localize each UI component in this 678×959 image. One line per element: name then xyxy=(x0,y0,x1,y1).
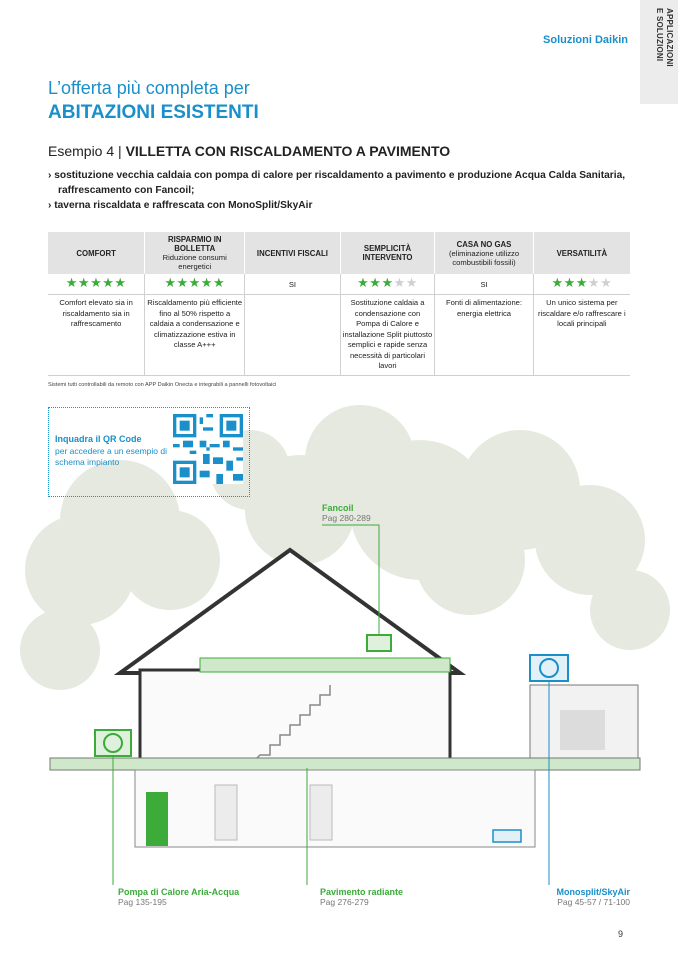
bullet-item: › taverna riscaldata e raffrescata con MonoSplit/SkyAir xyxy=(48,200,313,211)
monosplit-indoor-unit xyxy=(493,830,521,842)
basement xyxy=(135,770,535,847)
star-icon: ★ xyxy=(600,274,613,290)
description-cell: Riscaldamento più efficiente fino al 50% rispetto a caldaia a condensazione e climatizzazione estiva in classe A+++ xyxy=(145,295,245,376)
star-icon: ★ xyxy=(563,274,576,290)
description-cell: Fonti di alimentazione: energia elettrica xyxy=(435,295,533,376)
star-icon: ★ xyxy=(393,274,406,290)
star-icon: ★ xyxy=(381,274,394,290)
house-wall xyxy=(140,670,450,770)
features-table xyxy=(48,232,630,376)
car xyxy=(560,710,605,750)
col-header: CASA NO GAS (eliminazione utilizzo combustibili fossili) xyxy=(435,232,533,274)
star-icon: ★ xyxy=(200,274,213,290)
col-header: COMFORT xyxy=(48,232,145,274)
star-icon: ★ xyxy=(90,274,103,290)
qr-text: per accedere a un esempio di schema impianto xyxy=(55,446,167,467)
label-monosplit: Monosplit/SkyAir Pag 45-57 / 71-100 xyxy=(556,887,630,907)
label-fancoil: Fancoil Pag 280-289 xyxy=(322,503,371,523)
label-pavimento: Pavimento radiante Pag 276-279 xyxy=(320,887,404,907)
star-icon: ★ xyxy=(65,274,78,290)
rating-cell xyxy=(48,274,145,295)
door xyxy=(215,785,237,840)
page-number: 9 xyxy=(618,929,624,939)
col-header: INCENTIVI FISCALI xyxy=(245,232,341,274)
description-cell: Comfort elevato sia in riscaldamento sia in raffrescamento xyxy=(48,295,145,376)
rating-cell xyxy=(340,274,435,295)
rating-cell xyxy=(533,274,630,295)
rating-cell xyxy=(145,274,245,295)
star-icon: ★ xyxy=(164,274,177,290)
bullet-list xyxy=(48,168,638,213)
star-icon: ★ xyxy=(212,274,226,290)
brand-label: Soluzioni Daikin xyxy=(543,34,628,46)
tab-line-2: E SOLUZIONI xyxy=(655,8,664,62)
description-cell: Sostituzione caldaia a condensazione con Pompa di Calore e installazione Split piuttosto semplici e rapide senza necessità di particolari lavori xyxy=(340,295,435,376)
star-icon: ★ xyxy=(188,274,201,290)
star-icon: ★ xyxy=(114,274,127,290)
rating-cell: SI xyxy=(245,274,341,295)
example-prefix: Esempio 4 | xyxy=(48,143,122,159)
example-heading xyxy=(48,143,450,159)
tab-line-1: APPLICAZIONI xyxy=(665,8,674,67)
star-icon: ★ xyxy=(587,274,601,290)
description-cell: Un unico sistema per riscaldare e/o raffrescare i locali principali xyxy=(533,295,630,376)
page-title-line1: L’offerta più completa per xyxy=(48,78,250,98)
label-pompa: Pompa di Calore Aria-Acqua Pag 135-195 xyxy=(118,887,240,907)
star-icon: ★ xyxy=(575,274,588,290)
example-name: VILLETTA CON RISCALDAMENTO A PAVIMENTO xyxy=(125,143,451,159)
door xyxy=(310,785,332,840)
section-tab xyxy=(640,0,678,104)
footnote: Sistemi tutti controllabili da remoto con APP Daikin Onecta e integrabili a pannelli fotovoltaici xyxy=(48,382,277,388)
star-icon: ★ xyxy=(369,274,382,290)
col-header: SEMPLICITÀ INTERVENTO xyxy=(340,232,435,274)
bullet-item: › sostituzione vecchia caldaia con pompa di calore per riscaldamento a pavimento e produzione Acqua Calda Sanitaria, raffrescamento con Fancoil; xyxy=(48,170,626,196)
star-icon: ★ xyxy=(405,274,418,290)
rating-cell: SI xyxy=(435,274,533,295)
heat-pump-tank xyxy=(146,792,168,846)
star-icon: ★ xyxy=(176,274,189,290)
fancoil-unit xyxy=(367,635,391,651)
col-header: VERSATILITÀ xyxy=(533,232,630,274)
col-header: RISPARMIO IN BOLLETTA Riduzione consumi energetici xyxy=(145,232,245,274)
star-icon: ★ xyxy=(357,274,370,290)
star-icon: ★ xyxy=(551,274,564,290)
qr-title: Inquadra il QR Code xyxy=(55,434,142,444)
star-icon: ★ xyxy=(102,274,115,290)
page-title-line2: ABITAZIONI ESISTENTI xyxy=(48,102,259,123)
upper-floor-radiant xyxy=(200,658,450,672)
qr-code[interactable] xyxy=(173,414,243,484)
description-cell xyxy=(245,295,341,376)
ground-floor-radiant xyxy=(50,758,640,770)
star-icon: ★ xyxy=(77,274,91,290)
